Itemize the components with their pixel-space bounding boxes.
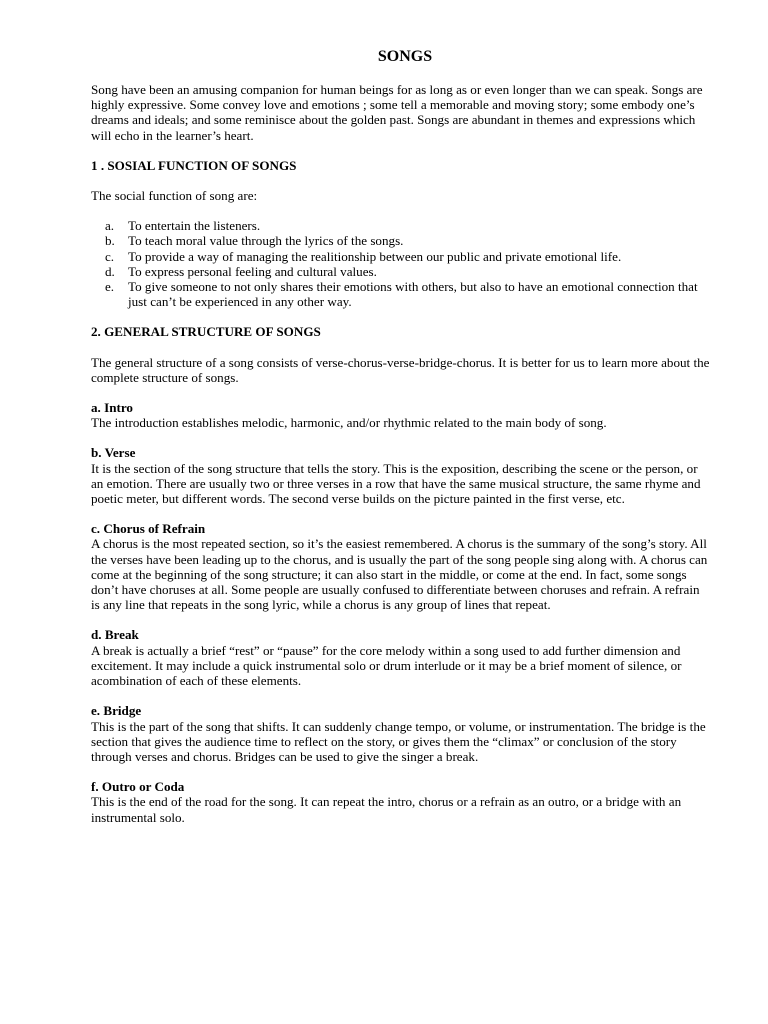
structure-part-chorus: [91, 521, 711, 612]
list-item: [91, 249, 711, 264]
part-heading: e. Bridge: [91, 703, 142, 719]
list-item-text: To teach moral value through the lyrics of the songs.: [128, 233, 404, 249]
part-text: This is the end of the road for the song. It can repeat the intro, chorus or a refrain as an outro, or a bridge with an instrumental solo.: [91, 794, 682, 825]
part-heading: d. Break: [91, 627, 139, 643]
document-title: SONGS: [377, 48, 433, 65]
list-item-text: To give someone to not only shares their emotions with others, but also to have an emotional connection that just can’t be experienced in any other way.: [128, 279, 698, 310]
list-item-text: To entertain the listeners.: [128, 218, 261, 234]
intro-paragraph: Song have been an amusing companion for human beings for as long as or even longer than we can speak. Songs are highly expressive. Some convey love and emotions ; some tell a memorable and moving story; some embody one’s dreams and ideals; and some reminisce about the golden past. Songs are abundant in themes and expressions which will echo in the learner’s heart.: [91, 82, 703, 143]
list-item: [91, 233, 711, 248]
structure-part-verse: [91, 445, 711, 506]
list-item: [91, 264, 711, 279]
part-heading: a. Intro: [91, 400, 133, 416]
list-marker: a.: [105, 218, 115, 234]
part-text: It is the section of the song structure that tells the story. This is the exposition, describing the scene or the person, or an emotion. There are usually two or three verses in a row that have the same musical structure, the same rhyme and poetic meter, but different words. The second verse builds on the picture painted in the first verse, etc.: [91, 460, 701, 507]
structure-part-bridge: [91, 703, 711, 764]
section-1-heading: 1 . SOSIAL FUNCTION OF SONGS: [91, 157, 297, 173]
part-text: The introduction establishes melodic, harmonic, and/or rhythmic related to the main body of song.: [91, 415, 607, 431]
document-page: [91, 48, 711, 840]
structure-part-outro: [91, 779, 711, 825]
list-item: [91, 218, 711, 233]
list-marker: e.: [105, 279, 115, 295]
list-item: [91, 279, 711, 309]
list-item-text: To express personal feeling and cultural values.: [128, 263, 377, 279]
list-marker: d.: [105, 263, 115, 279]
part-text: This is the part of the song that shifts. It can suddenly change tempo, or volume, or instrumentation. The bridge is the section that gives the audience time to reflect on the story, or gives them the “climax” or conclusion of the story through verses and chorus. Bridges can be used to give the singer a break.: [91, 718, 706, 764]
section-2-heading: 2. GENERAL STRUCTURE OF SONGS: [91, 324, 321, 340]
part-text: A break is actually a brief “rest” or “pause” for the core melody within a song used to add further dimension and excitement. It may include a quick instrumental solo or drum interlude or it may be a brief moment of silence, or acombination of each of these elements.: [91, 642, 682, 689]
section-2-lead: The general structure of a song consists of verse-chorus-verse-bridge-chorus. It is better for us to learn more about the complete structure of songs.: [91, 354, 710, 385]
structure-part-break: [91, 627, 711, 688]
part-heading: c. Chorus of Refrain: [91, 521, 206, 537]
list-item-text: To provide a way of managing the realitionship between our public and private emotional life.: [128, 248, 622, 264]
list-marker: c.: [105, 248, 115, 264]
section-1-lead: The social function of song are:: [91, 188, 258, 204]
part-heading: b. Verse: [91, 445, 136, 461]
list-marker: b.: [105, 233, 115, 249]
social-function-list: [91, 218, 711, 309]
structure-part-intro: [91, 400, 711, 430]
part-heading: f. Outro or Coda: [91, 779, 185, 795]
part-text: A chorus is the most repeated section, so it’s the easiest remembered. A chorus is the summary of the song’s story. All the verses have been leading up to the chorus, and is usually the part of the song people sing along with. A chorus can come at the beginning of the song structure; it can also start in the middle, or come at the end. In fact, some songs don’t have choruses at all. Some people are usually confused to differentiate between choruses and refrain. A refrain is any line that repeats in the song lyric, while a chorus is any group of lines that repeat.: [91, 536, 708, 613]
